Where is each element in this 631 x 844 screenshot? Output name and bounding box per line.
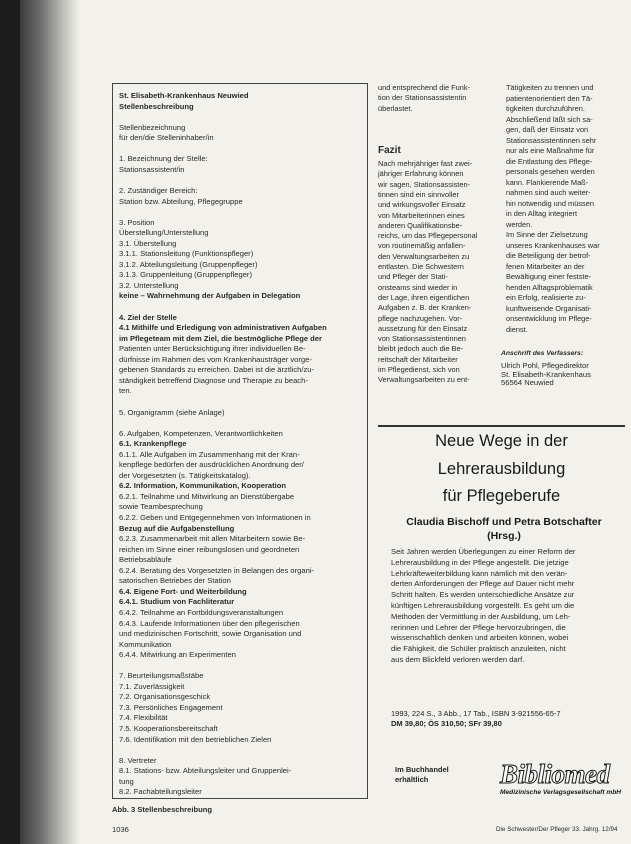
job-description-line: 6.2.3. Zusammenarbeit mit allen Mitarbeitern sowie Be- bbox=[119, 534, 306, 544]
advert-body-line: Methoden der Vermittlung in der Ausbildung, um Leh- bbox=[391, 611, 571, 621]
job-description-line: 2. Zuständiger Bereich: bbox=[119, 185, 198, 195]
journal-footer: Die Schwester/Der Pfleger 33. Jahrg. 12/94 bbox=[496, 826, 618, 833]
job-description-line: 7.1. Zuverlässigkeit bbox=[119, 681, 185, 691]
article-closing-line: nahmen sind auch weiter- bbox=[506, 188, 591, 197]
job-description-line: 8. Vertreter bbox=[119, 755, 157, 765]
job-description-line: 7.6. Identifikation mit den betrieblichen Zielen bbox=[119, 734, 272, 744]
job-description-line: St. Elisabeth-Krankenhaus Neuwied bbox=[119, 91, 249, 100]
job-description-line: 4. Ziel der Stelle bbox=[119, 312, 177, 322]
article-fazit-line: aussetzung für den Einsatz bbox=[378, 323, 468, 333]
advert-trade-1: Im Buchhandel bbox=[395, 765, 449, 774]
job-description-line: 8.1. Stations- bzw. Abteilungsleiter und Gruppenlei- bbox=[119, 766, 292, 776]
job-description-line: für den/die Stelleninhaber/in bbox=[119, 133, 214, 143]
job-description-line: 7.4. Flexibilität bbox=[119, 713, 168, 723]
magazine-page bbox=[20, 0, 631, 844]
article-fazit-line: onsteams sind wieder in bbox=[378, 282, 458, 292]
job-description-line: 6.2.4. Beratung des Vorgesetzten in Belangen des organi- bbox=[119, 565, 315, 575]
job-description-line: 6.4.1. Studium von Fachliteratur bbox=[119, 597, 235, 607]
publisher-logo: Bibliomed bbox=[500, 759, 610, 789]
advert-body-line: die Fähigkeit, die Schüler praktisch anzuleiten, nicht bbox=[391, 644, 566, 654]
advert-editors-note: (Hrsg.) bbox=[487, 530, 521, 542]
job-description-line: keine – Wahrnehmung der Aufgaben in Delegation bbox=[119, 291, 301, 301]
job-description-line: Überstellung/Unterstellung bbox=[119, 228, 209, 238]
article-closing-line: die Entlastung des Pflege- bbox=[506, 156, 593, 166]
job-description-line: 3.1.1. Stationsleitung (Funktionspfleger) bbox=[119, 249, 254, 259]
job-description-line: 3.1. Überstellung bbox=[119, 238, 177, 248]
job-description-line: 6.1. Krankenpflege bbox=[119, 439, 187, 449]
job-description-line: 6.4.4. Mitwirkung an Experimenten bbox=[119, 650, 236, 660]
article-closing-line: hin notwendig und müssen bbox=[506, 198, 594, 208]
job-description-line: Stationsassistent/in bbox=[119, 164, 185, 174]
article-closing-line: gen, daß der Einsatz von bbox=[506, 125, 589, 134]
article-closing-line: die Beteiligung der betrof- bbox=[506, 251, 591, 260]
article-fazit-line: entlasten. Die Schwestern bbox=[378, 262, 464, 271]
job-description-line: gebenen Standards zu erreichen. Dabei ist die ärztlich/zu- bbox=[119, 365, 315, 375]
job-description-line: 7.2. Organisationsgeschick bbox=[119, 692, 211, 702]
job-description-line: 6.4.3. Laufende Informationen über den pflegerischen bbox=[119, 618, 300, 628]
article-fazit-line: anderen Qualifikationsbe- bbox=[378, 220, 463, 230]
article-closing-line: Abschließend läßt sich sa- bbox=[506, 114, 593, 124]
figure-caption: Abb. 3 Stellenbeschreibung bbox=[112, 805, 213, 814]
job-description-line: Stellenbezeichnung bbox=[119, 122, 186, 132]
advert-body-line: rerinnen und Lehrer der Pflege hervorzubringen, die bbox=[391, 622, 566, 632]
job-description-line: im Pflegeteam mit dem Ziel, die bestmögliche Pflege der bbox=[119, 333, 322, 343]
article-fazit-line: der Lage, ihren eigentlichen bbox=[378, 292, 470, 302]
article-closing-line: patientenorientiert den Tä- bbox=[506, 93, 593, 103]
article-fazit-line: wir sagen, Stationsassisten- bbox=[378, 179, 471, 189]
job-description-line: Betriebsabläufe bbox=[119, 555, 172, 565]
advert-body-line: aus dem Blickfeld verloren werden darf. bbox=[391, 655, 525, 664]
job-description-line: Patienten unter Berücksichtigung ihrer individuellen Be- bbox=[119, 344, 306, 354]
article-closing-line: henden Alltagsproblematik bbox=[506, 282, 593, 292]
job-description-line: der Vorgesetzten (s. Tätigkeitskatalog). bbox=[119, 470, 251, 480]
article-intro-line: tion der Stationsassistentin bbox=[378, 93, 467, 103]
page-number: 1036 bbox=[112, 825, 129, 834]
article-fazit-line: tinnen sind ein sinnvoller bbox=[378, 189, 459, 199]
job-description-line: 4.1 Mithilfe und Erledigung von administrativen Aufgaben bbox=[119, 323, 327, 333]
article-fazit-line: und wirkungsvoller Einsatz bbox=[378, 200, 466, 210]
author-address-line: St. Elisabeth-Krankenhaus bbox=[501, 369, 591, 379]
article-closing-line: Stationsassistentinnen sehr bbox=[506, 135, 597, 145]
article-closing-line: nur als eine Maßnahme für bbox=[506, 146, 595, 155]
publisher-tagline: Medizinische Verlagsgesellschaft mbH bbox=[500, 789, 622, 796]
advert-headline-2: Lehrerausbildung bbox=[437, 460, 566, 478]
article-closing-line: personals gesehen werden bbox=[506, 167, 595, 176]
advert-headline-3: für Pflegeberufe bbox=[442, 487, 561, 505]
job-description-line: 3.1.2. Abteilungsleitung (Gruppenpfleger) bbox=[119, 259, 258, 269]
job-description-line: kenpflege bedürfen der ausdrücklichen Anordnung der/ bbox=[119, 460, 304, 470]
article-fazit-line: von Mitarbeiterinnen eines bbox=[378, 210, 465, 220]
article-closing-line: ein Erfolg, realisierte zu- bbox=[506, 293, 586, 302]
article-closing-line: werden. bbox=[506, 219, 533, 229]
article-closing-line: kann. Flankierende Maß- bbox=[506, 177, 589, 187]
job-description-line: 6.2.1. Teilnahme und Mitwirkung an Dienstübergabe bbox=[119, 491, 295, 501]
advert-body-line: derten Anforderungen der Pflege auf Dauer nicht mehr bbox=[391, 579, 575, 589]
job-description-line: 6. Aufgaben, Kompetenzen, Verantwortlichkeiten bbox=[119, 428, 283, 438]
job-description-line: tung bbox=[119, 776, 134, 786]
job-description-line: 8.2. Fachabteilungsleiter bbox=[119, 787, 202, 797]
article-closing-line: onsentwicklung im Pflege- bbox=[506, 314, 592, 323]
job-description-line: 5. Organigramm (siehe Anlage) bbox=[119, 407, 225, 417]
job-description-line: 6.1.1. Alle Aufgaben im Zusammenhang mit der Kran- bbox=[119, 449, 300, 459]
advert-body-line: Schritt halten. Es werden unterschiedliche Ansätze zur bbox=[391, 590, 575, 600]
advert-body-line: künftigen Lehrerausbildung vorgestellt. Es geht um die bbox=[391, 601, 575, 610]
job-description-line: Bezug auf die Aufgabenstellung bbox=[119, 523, 235, 533]
author-address-line: Ulrich Pohl, Pflegedirektor bbox=[501, 361, 589, 370]
job-description-line: 7. Beurteilungsmaßstäbe bbox=[119, 671, 204, 681]
article-fazit-line: und Pfleger der Stati- bbox=[378, 272, 448, 282]
job-description-line: 3. Position bbox=[119, 217, 155, 227]
job-description-line: 7.3. Persönliches Engagement bbox=[119, 702, 223, 712]
advert-bibliographic: 1993, 224 S., 3 Abb., 17 Tab., ISBN 3-921556-65-7 bbox=[391, 709, 561, 718]
article-fazit-line: den Verwaltungsarbeiten zu bbox=[378, 251, 470, 261]
article-fazit-line: bleibt jedoch auch die Be- bbox=[378, 344, 464, 354]
job-description-line: 6.4. Eigene Fort- und Weiterbildung bbox=[119, 586, 247, 596]
advert-body-line: Lehrerausbildung in der Pflege angestellt. Die jetzige bbox=[391, 557, 569, 567]
job-description-line: ten. bbox=[119, 386, 132, 396]
article-intro-line: und entsprechend die Funk- bbox=[378, 83, 471, 92]
article-fazit-line: Aufgaben z. B. der Kranken- bbox=[378, 303, 472, 313]
article-closing-line: dienst. bbox=[506, 324, 528, 334]
article-closing-line: Bewältigung einer festste- bbox=[506, 272, 592, 281]
advert-body-line: Seit Jahren werden Überlegungen zu einer Reform der bbox=[391, 547, 576, 556]
book-spine-shadow bbox=[20, 0, 80, 844]
article-fazit-line: von Stationsassistentinnen bbox=[378, 334, 466, 344]
job-description-line: Station bzw. Abteilung, Pflegegruppe bbox=[119, 196, 243, 206]
job-description-line: sowie Teambesprechung bbox=[119, 502, 203, 512]
job-description-line: Kommunikation bbox=[119, 639, 172, 649]
job-description-line: 3.1.3. Gruppenleitung (Gruppenpfleger) bbox=[119, 270, 252, 280]
job-description-line: satorischen Betriebes der Station bbox=[119, 576, 231, 586]
advert-editors: Claudia Bischoff und Petra Botschafter bbox=[406, 516, 602, 528]
job-description-line: 7.5. Kooperationsbereitschaft bbox=[119, 724, 218, 733]
job-description-line: reichen im Sinne einer reibungslosen und geordneten bbox=[119, 544, 300, 554]
job-description-line: 6.2. Information, Kommunikation, Kooperation bbox=[119, 481, 287, 491]
job-description-line: 6.4.2. Teilnahme an Fortbildungsveranstaltungen bbox=[119, 607, 284, 617]
article-fazit-line: im Pflegedienst, sich von bbox=[378, 365, 460, 374]
article-closing-line: unseres Krankenhauses war bbox=[506, 240, 600, 250]
job-description-line: ständigkeit betreffend Diagnose und Therapie zu beach- bbox=[119, 375, 308, 385]
job-description-line: 6.2.2. Geben und Entgegennehmen von Informationen in bbox=[119, 513, 311, 522]
advert-body-line: Lehrkräfteweiterbildung kann nämlich mit den verän- bbox=[391, 568, 568, 578]
article-fazit-line: reichs, um das Pflegepersonal bbox=[378, 231, 478, 241]
article-closing-line: Tätigkeiten zu trennen und bbox=[506, 83, 594, 92]
article-closing-line: tigkeiten durchzuführen. bbox=[506, 104, 585, 113]
job-description-line: 1. Bezeichnung der Stelle: bbox=[119, 154, 208, 164]
advert-trade-2: erhältlich bbox=[395, 775, 429, 784]
author-address-label: Anschrift des Verfassers: bbox=[501, 350, 584, 357]
job-description-line: Stellenbeschreibung bbox=[119, 101, 194, 111]
article-fazit-line: Verwaltungsarbeiten zu ent- bbox=[378, 375, 470, 385]
advert-top-rule bbox=[378, 425, 625, 427]
advert-headline-1: Neue Wege in der bbox=[435, 432, 568, 450]
job-description-line: und medizinischen Fortschritt, sowie Organisation und bbox=[119, 629, 302, 639]
article-closing-line: fenen Mitarbeiter an der bbox=[506, 261, 585, 271]
article-closing-line: Im Sinne der Zielsetzung bbox=[506, 230, 588, 239]
article-fazit-line: jähriger Erfahrung können bbox=[378, 169, 464, 179]
article-closing-line: in den Alltag integriert bbox=[506, 209, 578, 218]
article-fazit-line: von routinemäßig anfallen- bbox=[378, 241, 466, 251]
job-description-line: dürfnisse im Rahmen des vom Krankenhausträger vorge- bbox=[119, 354, 312, 364]
article-fazit-line: pflege nachzugehen. Vor- bbox=[378, 313, 463, 323]
author-address-line: 56564 Neuwied bbox=[501, 378, 554, 387]
section-heading-fazit: Fazit bbox=[378, 145, 401, 156]
advert-price: DM 39,80; ÖS 310,50; SFr 39,80 bbox=[391, 719, 502, 728]
article-fazit-line: Nach mehrjähriger fast zwei- bbox=[378, 159, 473, 168]
article-closing-line: kunftweisende Organisati- bbox=[506, 303, 592, 313]
job-description-line: 3.2. Unterstellung bbox=[119, 280, 179, 290]
advert-body-line: wissenschaftlich denken und arbeiten können, wobei bbox=[391, 633, 569, 643]
article-intro-line: überlastet. bbox=[378, 103, 413, 113]
article-fazit-line: reitschaft der Mitarbeiter bbox=[378, 354, 458, 364]
